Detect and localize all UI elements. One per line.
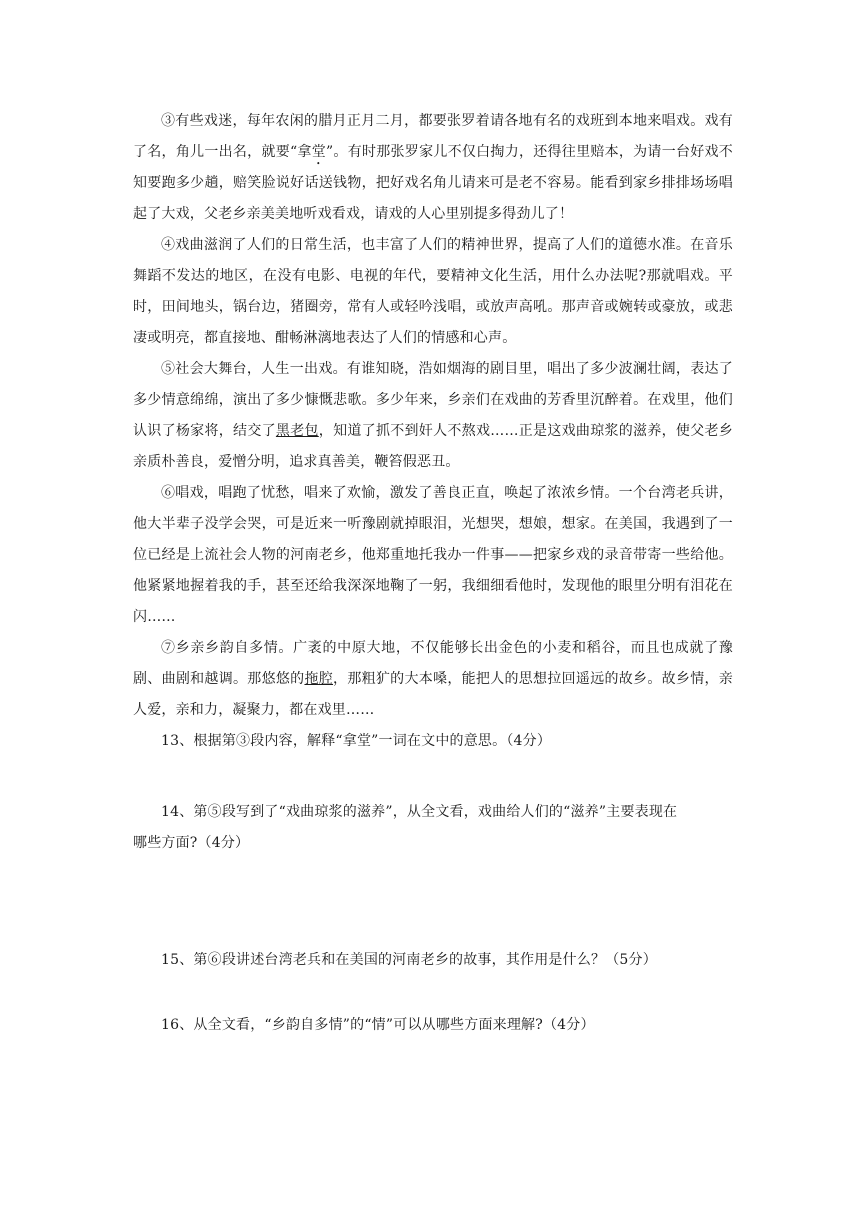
underlined-term-heilaobao: 黑老包 — [275, 423, 319, 439]
paragraph-3-text-a: ③有些戏迷，每年农闲的腊月正月二月，都要张罗着请各地有名的戏班到本地来唱戏。戏有了名，角儿一出名，就要“拿 — [133, 113, 733, 160]
question-16: 16、从全文看，“乡韵自多情”的“情”可以从哪些方面来理解?（4分） — [161, 1017, 595, 1033]
paragraph-7-text-a: ⑦乡亲乡韵自多情。广袤的中原大地，不仅能够长出金色的小麦和稻谷，而且也成就了豫剧、曲剧和越调。那悠悠的 — [133, 640, 733, 687]
question-14-line-1: 14、第⑤段写到了“戏曲琼浆的滋养”，从全文看，戏曲给人们的“滋养”主要表现在 — [161, 804, 678, 820]
underlined-term-tuoqiang: 拖腔 — [304, 671, 334, 687]
paragraph-7 — [133, 633, 733, 726]
paragraph-7-text-b: ，那粗犷的大本嗓，能把人的思想拉回遥远的故乡。故乡情，亲人爱，亲和力，凝聚力，都在戏里…… — [133, 671, 733, 718]
paragraph-6: ⑥唱戏，唱跑了忧愁，唱来了欢愉，激发了善良正直，唤起了浓浓乡情。一个台湾老兵讲，他大半辈子没学会哭，可是近来一听豫剧就掉眼泪，光想哭，想娘，想家。在美国，我遇到了一位已经是上流社会人物的河南老乡，他郑重地托我办一件事——把家乡戏的录音带寄一些给他。他紧紧地握着我的手，甚至还给我深深地鞠了一躬，我细细看他时，发现他的眼里分明有泪花在闪…… — [133, 485, 733, 625]
paragraph-5-text-b: ，知道了抓不到奸人不熬戏……正是这戏曲琼浆的滋养，使父老乡亲质朴善良，爱憎分明，追求真善美，鞭笞假恶丑。 — [133, 423, 733, 470]
paragraph-5-text-a: ⑤社会大舞台，人生一出戏。有谁知晓，浩如烟海的剧目里，唱出了多少波澜壮阔，表达了多少情意绵绵，演出了多少慷慨悲歌。多少年来，乡亲们在戏曲的芳香里沉醉着。在戏里，他们认识了杨家将，结交了 — [133, 361, 733, 439]
question-15: 15、第⑥段讲述台湾老兵和在美国的河南老乡的故事，其作用是什么？（5分） — [161, 952, 657, 968]
paragraph-3 — [133, 106, 733, 230]
paragraph-4: ④戏曲滋润了人们的日常生活，也丰富了人们的精神世界，提高了人们的道德水准。在音乐舞蹈不发达的地区，在没有电影、电视的年代，要精神文化生活，用什么办法呢?那就唱戏。平时，田间地头，锅台边，猪圈旁，常有人或轻吟浅唱，或放声高吼。那声音或婉转或豪放，或悲凄或明亮，都直接地、酣畅淋漓地表达了人们的情感和心声。 — [133, 237, 733, 346]
exam-page — [133, 106, 733, 1041]
question-14-line-2: 哪些方面?（4分） — [133, 835, 250, 851]
question-14 — [133, 797, 733, 859]
paragraph-5 — [133, 354, 733, 478]
paragraph-3-text-b: ”。有时那张罗家儿不仅白掏力，还得往里赔本，为请一台好戏不知要跑多少趟，赔笑脸说好话送钱物，把好戏名角儿请来可是老不容易。能看到家乡排排场场唱起了大戏，父老乡亲美美地听戏看戏，请戏的人心里别提多得劲儿了！ — [133, 144, 733, 222]
emphasized-char: 堂 — [311, 144, 326, 160]
question-13: 13、根据第③段内容，解释“拿堂”一词在文中的意思。（4分） — [161, 733, 552, 749]
